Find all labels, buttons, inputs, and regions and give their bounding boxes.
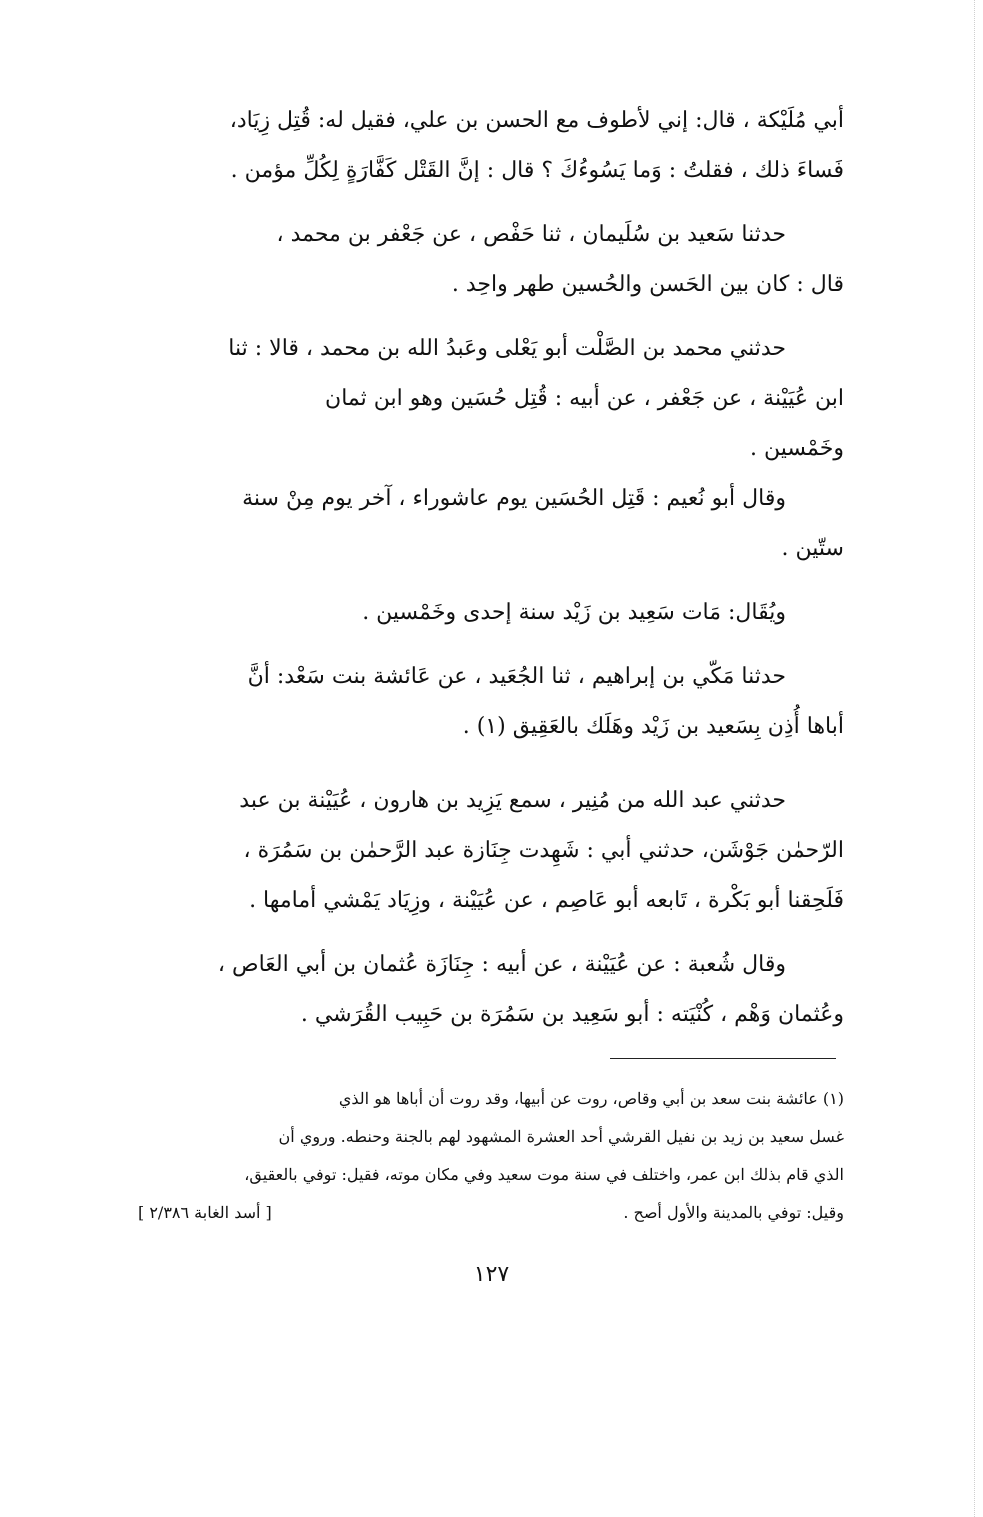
paragraph-line: أباها أُذِن بِسَعيد بن زَيْد وهَلَك بالعَقِيق (١) . (462, 714, 844, 739)
paragraph-6 (138, 652, 844, 752)
paragraph-line: وعُثمان وَهْم ، كُنْيَته : أبو سَعِيد بن سَمُرَة بن حَبِيب القُرَشي . (300, 1002, 844, 1027)
paragraph-line: وخَمْسين . (750, 436, 844, 461)
paragraph-7 (138, 776, 844, 926)
paragraph-line: أبي مُلَيْكة ، قال: إني لأطوف مع الحسن بن علي، فقيل له: قُتِل زِيَاد، (229, 108, 844, 133)
footnote-source: [ أسد الغابة ٢/٣٨٦ ] (138, 1203, 272, 1222)
paragraph-line: وقال شُعبة : عن عُيَيْنة ، عن أبيه : جِنَازَة عُثمان بن أبي العَاص ، (217, 952, 786, 977)
paragraph-line: حدثني عبد الله من مُنِير ، سمع يَزِيد بن هارون ، عُيَيْنة بن عبد (239, 788, 786, 813)
paragraph-5 (138, 588, 844, 638)
paragraph-2 (138, 210, 844, 310)
paragraph-line: فَساءَ ذلك ، فقلتُ : وَما يَسُوءُكَ ؟ قال : إنَّ القَتْل كَفَّارَةٍ لِكُلِّ مؤمن . (230, 158, 844, 183)
footnote-line: الذي قام بذلك ابن عمر، واختلف في سنة موت سعيد وفي مكان موته، فقيل: توفي بالعقيق، (244, 1165, 844, 1184)
footnote-last-line (138, 1194, 844, 1232)
paragraph-4 (138, 474, 844, 574)
footnote-separator (610, 1058, 836, 1059)
paragraph-line: قال : كان بين الحَسن والحُسين طهر واحِد . (451, 272, 844, 297)
paragraph-line: ابن عُيَيْنة ، عن جَعْفر ، عن أبيه : قُتِل حُسَين وهو ابن ثمان (325, 386, 844, 411)
footnote-line: وقيل: توفي بالمدينة والأول أصح . (623, 1203, 844, 1222)
paragraph-line: فَلَحِقنا أبو بَكْرة ، تَابعه أبو عَاصِم ، عن عُيَيْنة ، وزِيَاد يَمْشي أمامها . (249, 888, 844, 913)
paragraph-line: حدثني محمد بن الصَّلْت أبو يَعْلى وعَبدُ الله بن محمد ، قالا : ثنا (228, 336, 786, 361)
paragraph-line: حدثنا مَكّي بن إبراهيم ، ثنا الجُعَيد ، عن عَائشة بنت سَعْد: أنَّ (247, 664, 786, 689)
paragraph-line: حدثنا سَعيد بن سُلَيمان ، ثنا حَفْص ، عن جَعْفر بن محمد ، (276, 222, 786, 247)
main-text-body (138, 96, 844, 1040)
paragraph-8 (138, 940, 844, 1040)
paragraph-line: ويُقَال: مَات سَعِيد بن زَيْد سنة إحدى وخَمْسين . (362, 600, 786, 625)
paragraph-line: وقال أبو نُعيم : قَتِل الحُسَين يوم عاشوراء ، آخر يوم مِنْ سنة (242, 486, 786, 511)
paragraph-line: ستّين . (781, 536, 844, 561)
page-edge-line (973, 0, 975, 1517)
paragraph-1 (138, 96, 844, 196)
paragraph-line: الرّحمٰن جَوْشَن، حدثني أبي : شَهِدت جِنَازة عبد الرَّحمٰن بن سَمُرَة ، (243, 838, 844, 863)
paragraph-3 (138, 324, 844, 474)
footnote-line: (١) عائشة بنت سعد بن أبي وقاص، روت عن أبيها، وقد روت أن أباها هو الذي (338, 1089, 844, 1108)
page-number: ١٢٧ (473, 1262, 510, 1287)
footnote-block (138, 1080, 844, 1232)
footnote-line: غسل سعيد بن زيد بن نفيل القرشي أحد العشرة المشهود لهم بالجنة وحنطه. وروي أن (278, 1127, 844, 1146)
